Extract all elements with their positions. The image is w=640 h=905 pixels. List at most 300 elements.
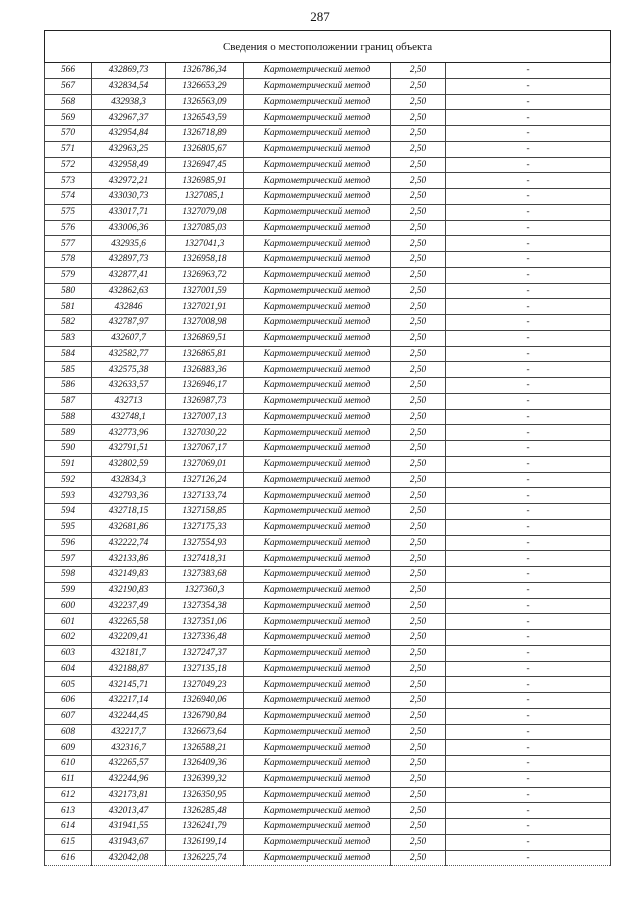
method-cell: Картометрический метод (244, 661, 391, 677)
method-cell: Картометрический метод (244, 614, 391, 630)
method-cell: Картометрический метод (244, 740, 391, 756)
x-coordinate-cell: 432149,83 (92, 567, 166, 583)
y-coordinate-cell: 1327085,1 (166, 189, 244, 205)
x-coordinate-cell: 432265,58 (92, 614, 166, 630)
method-cell: Картометрический метод (244, 771, 391, 787)
x-coordinate-cell: 432237,49 (92, 598, 166, 614)
table-row (45, 803, 611, 819)
accuracy-cell: 2,50 (391, 110, 446, 126)
method-cell: Картометрический метод (244, 189, 391, 205)
y-coordinate-cell: 1327247,37 (166, 645, 244, 661)
table-row (45, 189, 611, 205)
x-coordinate-cell: 432954,84 (92, 126, 166, 142)
x-coordinate-cell: 431941,55 (92, 819, 166, 835)
point-number-cell: 588 (45, 409, 92, 425)
point-number-cell: 574 (45, 189, 92, 205)
x-coordinate-cell: 432773,96 (92, 425, 166, 441)
y-coordinate-cell: 1326940,06 (166, 693, 244, 709)
table-row (45, 834, 611, 850)
description-cell: - (446, 362, 611, 378)
table-row (45, 393, 611, 409)
description-cell: - (446, 157, 611, 173)
x-coordinate-cell: 432972,21 (92, 173, 166, 189)
y-coordinate-cell: 1327030,22 (166, 425, 244, 441)
description-cell: - (446, 661, 611, 677)
y-coordinate-cell: 1327049,23 (166, 677, 244, 693)
x-coordinate-cell: 433006,36 (92, 220, 166, 236)
point-number-cell: 616 (45, 850, 92, 866)
x-coordinate-cell: 433017,71 (92, 204, 166, 220)
point-number-cell: 578 (45, 252, 92, 268)
point-number-cell: 571 (45, 141, 92, 157)
point-number-cell: 585 (45, 362, 92, 378)
method-cell: Картометрический метод (244, 756, 391, 772)
point-number-cell: 581 (45, 299, 92, 315)
method-cell: Картометрический метод (244, 645, 391, 661)
method-cell: Картометрический метод (244, 677, 391, 693)
description-cell: - (446, 456, 611, 472)
point-number-cell: 566 (45, 63, 92, 79)
y-coordinate-cell: 1327336,48 (166, 630, 244, 646)
description-cell: - (446, 283, 611, 299)
method-cell: Картометрический метод (244, 551, 391, 567)
x-coordinate-cell: 432133,86 (92, 551, 166, 567)
description-cell: - (446, 472, 611, 488)
accuracy-cell: 2,50 (391, 236, 446, 252)
description-cell: - (446, 677, 611, 693)
accuracy-cell: 2,50 (391, 488, 446, 504)
accuracy-cell: 2,50 (391, 456, 446, 472)
accuracy-cell: 2,50 (391, 204, 446, 220)
description-cell: - (446, 189, 611, 205)
accuracy-cell: 2,50 (391, 378, 446, 394)
y-coordinate-cell: 1326958,18 (166, 252, 244, 268)
description-cell: - (446, 756, 611, 772)
accuracy-cell: 2,50 (391, 834, 446, 850)
point-number-cell: 593 (45, 488, 92, 504)
point-number-cell: 602 (45, 630, 92, 646)
y-coordinate-cell: 1326805,67 (166, 141, 244, 157)
x-coordinate-cell: 432834,54 (92, 78, 166, 94)
accuracy-cell: 2,50 (391, 441, 446, 457)
method-cell: Картометрический метод (244, 126, 391, 142)
x-coordinate-cell: 432222,74 (92, 535, 166, 551)
description-cell: - (446, 63, 611, 79)
point-number-cell: 573 (45, 173, 92, 189)
table-row (45, 488, 611, 504)
description-cell: - (446, 252, 611, 268)
method-cell: Картометрический метод (244, 724, 391, 740)
accuracy-cell: 2,50 (391, 472, 446, 488)
y-coordinate-cell: 1327067,17 (166, 441, 244, 457)
point-number-cell: 613 (45, 803, 92, 819)
method-cell: Картометрический метод (244, 472, 391, 488)
table-row (45, 614, 611, 630)
point-number-cell: 575 (45, 204, 92, 220)
description-cell: - (446, 94, 611, 110)
table-row (45, 693, 611, 709)
table-row (45, 346, 611, 362)
y-coordinate-cell: 1327354,38 (166, 598, 244, 614)
accuracy-cell: 2,50 (391, 94, 446, 110)
description-cell: - (446, 236, 611, 252)
table-row (45, 456, 611, 472)
x-coordinate-cell: 432897,73 (92, 252, 166, 268)
description-cell: - (446, 315, 611, 331)
description-cell: - (446, 630, 611, 646)
table-row (45, 110, 611, 126)
y-coordinate-cell: 1327069,01 (166, 456, 244, 472)
y-coordinate-cell: 1326865,81 (166, 346, 244, 362)
method-cell: Картометрический метод (244, 299, 391, 315)
table-row (45, 94, 611, 110)
description-cell: - (446, 330, 611, 346)
method-cell: Картометрический метод (244, 315, 391, 331)
table-row (45, 252, 611, 268)
x-coordinate-cell: 432802,59 (92, 456, 166, 472)
table-row (45, 409, 611, 425)
table-row (45, 850, 611, 866)
x-coordinate-cell: 432582,77 (92, 346, 166, 362)
method-cell: Картометрический метод (244, 393, 391, 409)
table-row (45, 661, 611, 677)
accuracy-cell: 2,50 (391, 362, 446, 378)
description-cell: - (446, 551, 611, 567)
y-coordinate-cell: 1327007,13 (166, 409, 244, 425)
accuracy-cell: 2,50 (391, 63, 446, 79)
x-coordinate-cell: 432190,83 (92, 582, 166, 598)
description-cell: - (446, 110, 611, 126)
page-number: 287 (310, 9, 330, 24)
point-number-cell: 611 (45, 771, 92, 787)
y-coordinate-cell: 1327383,68 (166, 567, 244, 583)
point-number-cell: 597 (45, 551, 92, 567)
boundary-table-container (44, 30, 610, 866)
table-row (45, 173, 611, 189)
y-coordinate-cell: 1327351,06 (166, 614, 244, 630)
description-cell: - (446, 708, 611, 724)
description-cell: - (446, 204, 611, 220)
method-cell: Картометрический метод (244, 535, 391, 551)
method-cell: Картометрический метод (244, 850, 391, 866)
accuracy-cell: 2,50 (391, 693, 446, 709)
table-row (45, 582, 611, 598)
y-coordinate-cell: 1326563,09 (166, 94, 244, 110)
accuracy-cell: 2,50 (391, 630, 446, 646)
y-coordinate-cell: 1326718,89 (166, 126, 244, 142)
table-row (45, 756, 611, 772)
method-cell: Картометрический метод (244, 803, 391, 819)
method-cell: Картометрический метод (244, 283, 391, 299)
x-coordinate-cell: 432217,14 (92, 693, 166, 709)
point-number-cell: 608 (45, 724, 92, 740)
point-number-cell: 607 (45, 708, 92, 724)
description-cell: - (446, 378, 611, 394)
y-coordinate-cell: 1326883,36 (166, 362, 244, 378)
accuracy-cell: 2,50 (391, 409, 446, 425)
x-coordinate-cell: 433030,73 (92, 189, 166, 205)
y-coordinate-cell: 1327135,18 (166, 661, 244, 677)
x-coordinate-cell: 432173,81 (92, 787, 166, 803)
x-coordinate-cell: 432209,41 (92, 630, 166, 646)
description-cell: - (446, 535, 611, 551)
point-number-cell: 584 (45, 346, 92, 362)
accuracy-cell: 2,50 (391, 677, 446, 693)
table-row (45, 425, 611, 441)
point-number-cell: 582 (45, 315, 92, 331)
table-row (45, 677, 611, 693)
method-cell: Картометрический метод (244, 378, 391, 394)
point-number-cell: 612 (45, 787, 92, 803)
accuracy-cell: 2,50 (391, 614, 446, 630)
accuracy-cell: 2,50 (391, 535, 446, 551)
method-cell: Картометрический метод (244, 567, 391, 583)
x-coordinate-cell: 432846 (92, 299, 166, 315)
description-cell: - (446, 488, 611, 504)
description-cell: - (446, 299, 611, 315)
table-body (45, 63, 611, 866)
method-cell: Картометрический метод (244, 819, 391, 835)
point-number-cell: 606 (45, 693, 92, 709)
table-row (45, 551, 611, 567)
y-coordinate-cell: 1327085,03 (166, 220, 244, 236)
description-cell: - (446, 126, 611, 142)
table-row (45, 126, 611, 142)
table-row (45, 283, 611, 299)
x-coordinate-cell: 432145,71 (92, 677, 166, 693)
table-row (45, 598, 611, 614)
method-cell: Картометрический метод (244, 708, 391, 724)
table-row (45, 378, 611, 394)
description-cell: - (446, 834, 611, 850)
accuracy-cell: 2,50 (391, 299, 446, 315)
table-row (45, 708, 611, 724)
y-coordinate-cell: 1326985,91 (166, 173, 244, 189)
point-number-cell: 595 (45, 519, 92, 535)
x-coordinate-cell: 432042,08 (92, 850, 166, 866)
y-coordinate-cell: 1326947,45 (166, 157, 244, 173)
table-row (45, 157, 611, 173)
point-number-cell: 572 (45, 157, 92, 173)
table-row (45, 78, 611, 94)
method-cell: Картометрический метод (244, 204, 391, 220)
description-cell: - (446, 787, 611, 803)
table-row (45, 630, 611, 646)
method-cell: Картометрический метод (244, 236, 391, 252)
y-coordinate-cell: 1327554,93 (166, 535, 244, 551)
point-number-cell: 598 (45, 567, 92, 583)
x-coordinate-cell: 431943,67 (92, 834, 166, 850)
y-coordinate-cell: 1326790,84 (166, 708, 244, 724)
method-cell: Картометрический метод (244, 330, 391, 346)
x-coordinate-cell: 432834,3 (92, 472, 166, 488)
accuracy-cell: 2,50 (391, 283, 446, 299)
x-coordinate-cell: 432877,41 (92, 267, 166, 283)
accuracy-cell: 2,50 (391, 724, 446, 740)
table-row (45, 519, 611, 535)
x-coordinate-cell: 432967,37 (92, 110, 166, 126)
table-row (45, 204, 611, 220)
x-coordinate-cell: 432791,51 (92, 441, 166, 457)
point-number-cell: 600 (45, 598, 92, 614)
accuracy-cell: 2,50 (391, 315, 446, 331)
x-coordinate-cell: 432938,3 (92, 94, 166, 110)
table-row (45, 504, 611, 520)
accuracy-cell: 2,50 (391, 220, 446, 236)
point-number-cell: 609 (45, 740, 92, 756)
method-cell: Картометрический метод (244, 346, 391, 362)
x-coordinate-cell: 432862,63 (92, 283, 166, 299)
description-cell: - (446, 441, 611, 457)
y-coordinate-cell: 1326350,95 (166, 787, 244, 803)
table-row (45, 535, 611, 551)
table-row (45, 220, 611, 236)
y-coordinate-cell: 1327133,74 (166, 488, 244, 504)
point-number-cell: 583 (45, 330, 92, 346)
description-cell: - (446, 519, 611, 535)
method-cell: Картометрический метод (244, 787, 391, 803)
point-number-cell: 586 (45, 378, 92, 394)
accuracy-cell: 2,50 (391, 708, 446, 724)
method-cell: Картометрический метод (244, 94, 391, 110)
x-coordinate-cell: 432869,73 (92, 63, 166, 79)
description-cell: - (446, 346, 611, 362)
accuracy-cell: 2,50 (391, 661, 446, 677)
accuracy-cell: 2,50 (391, 787, 446, 803)
y-coordinate-cell: 1326987,73 (166, 393, 244, 409)
y-coordinate-cell: 1326786,34 (166, 63, 244, 79)
x-coordinate-cell: 432013,47 (92, 803, 166, 819)
method-cell: Картометрический метод (244, 110, 391, 126)
description-cell: - (446, 693, 611, 709)
table-row (45, 441, 611, 457)
method-cell: Картометрический метод (244, 488, 391, 504)
y-coordinate-cell: 1326199,14 (166, 834, 244, 850)
y-coordinate-cell: 1326543,59 (166, 110, 244, 126)
table-row (45, 267, 611, 283)
description-cell: - (446, 141, 611, 157)
accuracy-cell: 2,50 (391, 819, 446, 835)
description-cell: - (446, 173, 611, 189)
y-coordinate-cell: 1326399,32 (166, 771, 244, 787)
accuracy-cell: 2,50 (391, 267, 446, 283)
point-number-cell: 576 (45, 220, 92, 236)
y-coordinate-cell: 1326285,48 (166, 803, 244, 819)
y-coordinate-cell: 1326653,29 (166, 78, 244, 94)
point-number-cell: 599 (45, 582, 92, 598)
y-coordinate-cell: 1326946,17 (166, 378, 244, 394)
table-title: Сведения о местоположении границ объекта (45, 31, 611, 63)
y-coordinate-cell: 1327175,33 (166, 519, 244, 535)
accuracy-cell: 2,50 (391, 425, 446, 441)
point-number-cell: 596 (45, 535, 92, 551)
point-number-cell: 594 (45, 504, 92, 520)
accuracy-cell: 2,50 (391, 126, 446, 142)
x-coordinate-cell: 432935,6 (92, 236, 166, 252)
method-cell: Картометрический метод (244, 173, 391, 189)
point-number-cell: 579 (45, 267, 92, 283)
method-cell: Картометрический метод (244, 693, 391, 709)
x-coordinate-cell: 432793,36 (92, 488, 166, 504)
description-cell: - (446, 598, 611, 614)
method-cell: Картометрический метод (244, 220, 391, 236)
table-row (45, 236, 611, 252)
description-cell: - (446, 740, 611, 756)
x-coordinate-cell: 432244,45 (92, 708, 166, 724)
x-coordinate-cell: 432748,1 (92, 409, 166, 425)
table-row (45, 63, 611, 79)
x-coordinate-cell: 432217,7 (92, 724, 166, 740)
method-cell: Картометрический метод (244, 425, 391, 441)
accuracy-cell: 2,50 (391, 346, 446, 362)
y-coordinate-cell: 1326241,79 (166, 819, 244, 835)
x-coordinate-cell: 432787,97 (92, 315, 166, 331)
accuracy-cell: 2,50 (391, 551, 446, 567)
accuracy-cell: 2,50 (391, 519, 446, 535)
y-coordinate-cell: 1327079,08 (166, 204, 244, 220)
y-coordinate-cell: 1327158,85 (166, 504, 244, 520)
description-cell: - (446, 724, 611, 740)
table-row (45, 645, 611, 661)
x-coordinate-cell: 432244,96 (92, 771, 166, 787)
description-cell: - (446, 850, 611, 866)
y-coordinate-cell: 1326409,36 (166, 756, 244, 772)
method-cell: Картометрический метод (244, 582, 391, 598)
description-cell: - (446, 220, 611, 236)
accuracy-cell: 2,50 (391, 252, 446, 268)
point-number-cell: 592 (45, 472, 92, 488)
accuracy-cell: 2,50 (391, 173, 446, 189)
x-coordinate-cell: 432188,87 (92, 661, 166, 677)
point-number-cell: 587 (45, 393, 92, 409)
accuracy-cell: 2,50 (391, 567, 446, 583)
table-row (45, 740, 611, 756)
method-cell: Картометрический метод (244, 834, 391, 850)
y-coordinate-cell: 1327008,98 (166, 315, 244, 331)
table-row (45, 724, 611, 740)
point-number-cell: 568 (45, 94, 92, 110)
method-cell: Картометрический метод (244, 78, 391, 94)
method-cell: Картометрический метод (244, 252, 391, 268)
description-cell: - (446, 819, 611, 835)
method-cell: Картометрический метод (244, 63, 391, 79)
method-cell: Картометрический метод (244, 141, 391, 157)
accuracy-cell: 2,50 (391, 582, 446, 598)
description-cell: - (446, 645, 611, 661)
point-number-cell: 591 (45, 456, 92, 472)
description-cell: - (446, 771, 611, 787)
y-coordinate-cell: 1326869,51 (166, 330, 244, 346)
y-coordinate-cell: 1327126,24 (166, 472, 244, 488)
point-number-cell: 570 (45, 126, 92, 142)
table-row (45, 819, 611, 835)
y-coordinate-cell: 1327021,91 (166, 299, 244, 315)
x-coordinate-cell: 432713 (92, 393, 166, 409)
table-row (45, 567, 611, 583)
point-number-cell: 604 (45, 661, 92, 677)
point-number-cell: 605 (45, 677, 92, 693)
table-row (45, 787, 611, 803)
description-cell: - (446, 393, 611, 409)
x-coordinate-cell: 432718,15 (92, 504, 166, 520)
x-coordinate-cell: 432607,7 (92, 330, 166, 346)
point-number-cell: 580 (45, 283, 92, 299)
x-coordinate-cell: 432681,86 (92, 519, 166, 535)
description-cell: - (446, 582, 611, 598)
x-coordinate-cell: 432633,57 (92, 378, 166, 394)
point-number-cell: 569 (45, 110, 92, 126)
point-number-cell: 601 (45, 614, 92, 630)
